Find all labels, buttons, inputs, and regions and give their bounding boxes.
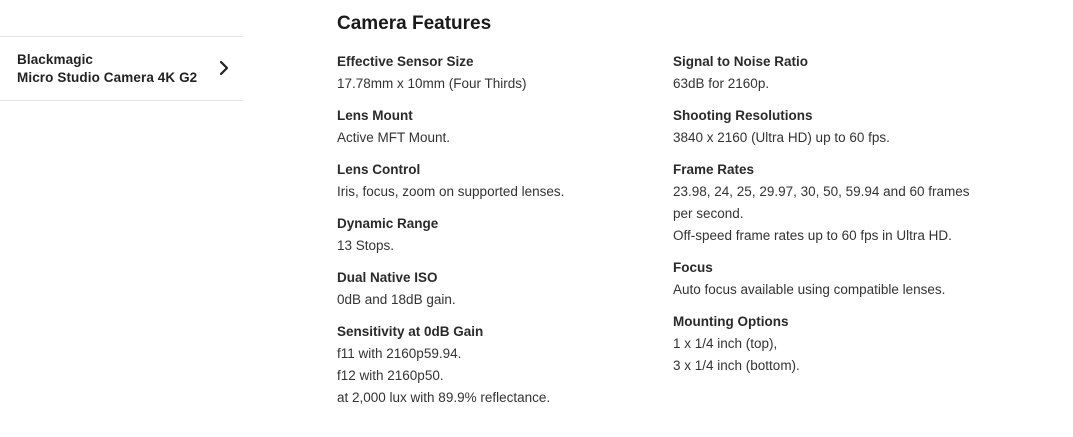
- feature-label: Lens Control: [337, 162, 421, 177]
- feature-value-line: 0dB and 18dB gain.: [337, 292, 456, 307]
- product-link-micro-studio-camera[interactable]: [0, 37, 243, 100]
- feature-sensitivity: [337, 321, 667, 409]
- feature-value-line: 1 x 1/4 inch (top),: [673, 336, 778, 351]
- feature-value-line: 3840 x 2160 (Ultra HD) up to 60 fps.: [673, 130, 890, 145]
- feature-dynamic-range: [337, 213, 667, 257]
- feature-shooting-resolutions: [673, 105, 1003, 149]
- feature-effective-sensor-size: [337, 51, 667, 95]
- feature-label: Dual Native ISO: [337, 270, 438, 285]
- feature-value: [337, 343, 667, 409]
- feature-value-line: 23.98, 24, 25, 29.97, 30, 50, 59.94 and 60 frames: [673, 184, 970, 199]
- product-sidebar: [0, 36, 243, 101]
- feature-label: Dynamic Range: [337, 216, 439, 231]
- feature-value: [337, 235, 667, 257]
- feature-value-line: at 2,000 lux with 89.9% reflectance.: [337, 390, 551, 405]
- feature-label: Mounting Options: [673, 314, 789, 329]
- feature-value-line: f12 with 2160p50.: [337, 368, 444, 383]
- feature-value: [337, 127, 667, 149]
- feature-value-line: Iris, focus, zoom on supported lenses.: [337, 184, 565, 199]
- product-name-line1: Blackmagic: [17, 52, 94, 67]
- product-name: [17, 51, 197, 87]
- feature-value-line: Auto focus available using compatible lenses.: [673, 282, 946, 297]
- feature-focus: [673, 257, 1003, 301]
- feature-value: [337, 181, 667, 203]
- feature-label: Frame Rates: [673, 162, 755, 177]
- feature-value-line: 63dB for 2160p.: [673, 76, 770, 91]
- feature-value: [673, 127, 1003, 149]
- feature-lens-control: [337, 159, 667, 203]
- feature-value-line: 3 x 1/4 inch (bottom).: [673, 358, 800, 373]
- section-title: Camera Features: [337, 13, 492, 34]
- feature-label: Sensitivity at 0dB Gain: [337, 324, 484, 339]
- feature-signal-to-noise: [673, 51, 1003, 95]
- feature-label: Lens Mount: [337, 108, 413, 123]
- feature-value: [337, 289, 667, 311]
- feature-value: [673, 73, 1003, 95]
- features-column-left: [337, 51, 667, 419]
- feature-dual-native-iso: [337, 267, 667, 311]
- feature-lens-mount: [337, 105, 667, 149]
- feature-value: [673, 279, 1003, 301]
- feature-value-line: f11 with 2160p59.94.: [337, 346, 462, 361]
- feature-mounting-options: [673, 311, 1003, 377]
- feature-label: Effective Sensor Size: [337, 54, 474, 69]
- feature-value-line: 13 Stops.: [337, 238, 395, 253]
- feature-label: Shooting Resolutions: [673, 108, 813, 123]
- feature-value: [673, 181, 1003, 247]
- feature-value-line: 17.78mm x 10mm (Four Thirds): [337, 76, 527, 91]
- feature-value-line: per second.: [673, 206, 744, 221]
- feature-frame-rates: [673, 159, 1003, 247]
- feature-value: [337, 73, 667, 95]
- product-name-line2: Micro Studio Camera 4K G2: [17, 70, 198, 85]
- feature-value-line: Off-speed frame rates up to 60 fps in Ultra HD.: [673, 228, 952, 243]
- feature-value-line: Active MFT Mount.: [337, 130, 451, 145]
- feature-label: Focus: [673, 260, 713, 275]
- feature-label: Signal to Noise Ratio: [673, 54, 809, 69]
- feature-value: [673, 333, 1003, 377]
- chevron-right-icon[interactable]: [216, 60, 232, 76]
- features-column-right: [673, 51, 1003, 387]
